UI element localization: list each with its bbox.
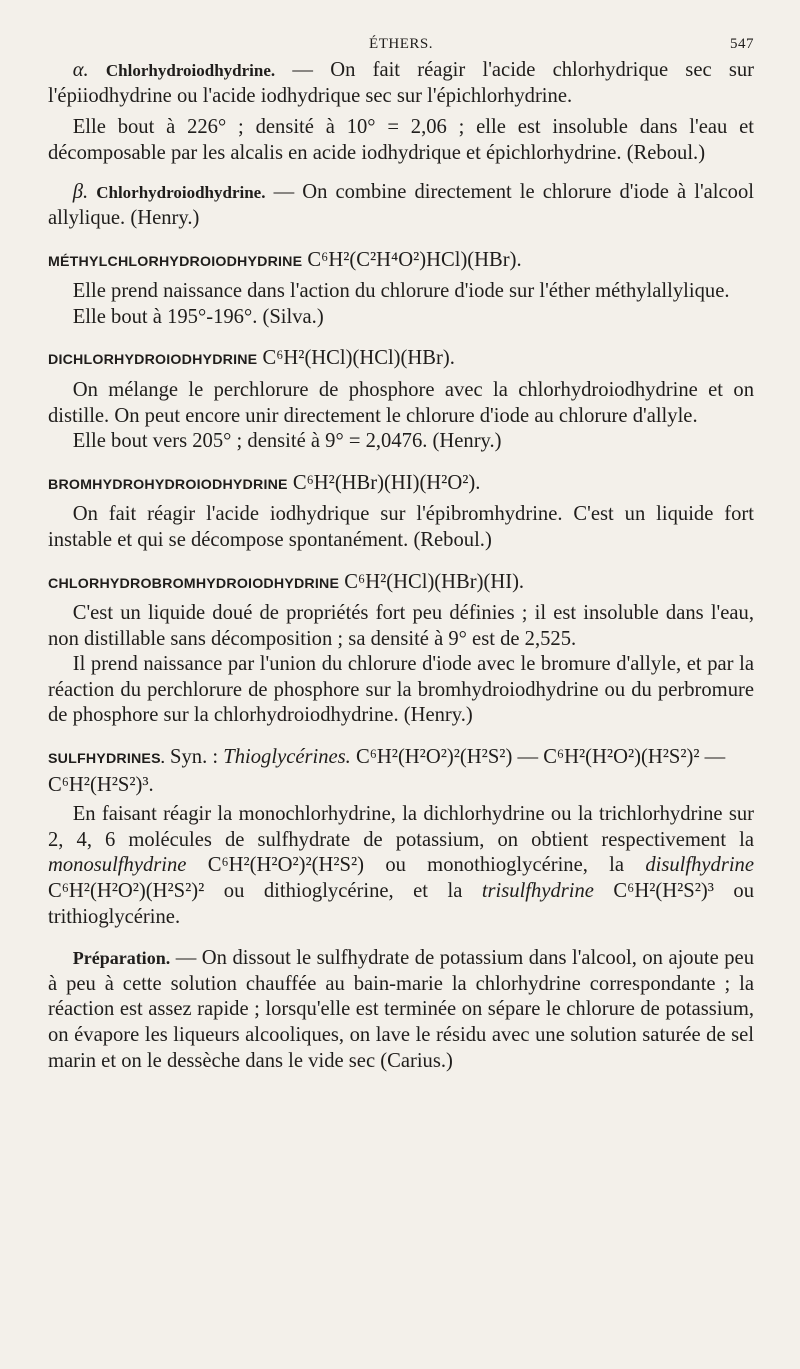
entry-bromhydro-heading [48, 471, 754, 499]
section-marker-alpha: α. [72, 59, 89, 81]
text-alpha: — On fait réagir l'acide chlorhydrique sec sur l'épiiodhydrine ou l'acide iodhydrique sec sur l'épichlorhydrine. [48, 59, 754, 107]
formula-dichlor: C⁶H²(HCl)(HCl)(HBr). [257, 347, 455, 370]
section-marker-beta: β. [72, 181, 89, 204]
paragraph-alpha [48, 58, 754, 109]
paragraph-methyl-1: Elle prend naissance dans l'action du chlorure d'iode sur l'éther méthylallylique. [72, 280, 730, 303]
text-preparation: — On dissout le sulfhydrate de potassium dans l'alcool, on ajoute peu à peu à cette solution chauffée au bain-marie la chlorhydrine correspondante ; la réaction est assez rapide ; lorsqu'elle est terminée on sépare le chlorure de potassium, on évapore les liqueurs alcooliques, on lave le résidu avec une solution saturée de sel marin et on le dessèche dans le vide sec (Carius.) [48, 947, 754, 1072]
heading-chlorbrom: CHLORHYDROBROMHYDROIODHYDRINE [48, 575, 340, 592]
paragraph-dichlor-1: On mélange le perchlorure de phosphore avec la chlorhydroiodhydrine et on distille. On peut encore unir directement le chlorure d'iode au chlorure d'allyle. [48, 378, 754, 427]
heading-sulfhydrines: SULFHYDRINES. [48, 751, 165, 768]
entry-chlorbrom-heading [48, 570, 754, 598]
paragraph-dichlor-2: Elle bout vers 205° ; densité à 9° = 2,0476. (Henry.) [72, 430, 502, 453]
heading-methyl: MÉTHYLCHLORHYDROIODHYDRINE [48, 253, 303, 270]
paragraph-bromhydro-1: On fait réagir l'acide iodhydrique sur l'épibromhydrine. C'est un liquide fort instable et qui se décompose spontanément. (Reboul.) [48, 503, 754, 551]
heading-preparation: Préparation. [72, 948, 171, 969]
text-segment: En faisant réagir la monochlorhydrine, la dichlorhydrine ou la trichlorhydrine sur 2, 4, 6 molécules de sulfhydrate de potassium, on obtient respectivement la [48, 803, 754, 851]
entry-methyl-heading [48, 248, 754, 276]
heading-bromhydro: BROMHYDROHYDROIODHYDRINE [48, 476, 288, 493]
term-monosulfhydrine: monosulfhydrine [48, 854, 187, 877]
heading-dichlor: DICHLORHYDROIODHYDRINE [48, 352, 258, 369]
formula-sulfhydrines: C⁶H²(H²O²)²(H²S²) — C⁶H²(H²O²)(H²S²)² — C⁶H²(H²S²)³. [48, 746, 726, 796]
paragraph-chlorbrom-2: Il prend naissance par l'union du chlorure d'iode avec le bromure d'allyle, et par la réaction du perchlorure de phosphore sur la bromhydroiodhydrine ou du perbromure de phosphore sur la chlorhydroiodhydrine. (Henry.) [48, 653, 754, 727]
page-number: 547 [730, 36, 754, 52]
paragraph-methyl-2: Elle bout à 195°-196°. (Silva.) [72, 305, 324, 328]
text-segment: C⁶H²(H²S²)³ ou trithioglycérine. [48, 880, 754, 928]
synonym-label: Syn. : [164, 746, 224, 769]
paragraph-chlorbrom-1: C'est un liquide doué de propriétés fort peu définies ; il est insoluble dans l'eau, non distillable sans décomposition ; sa densité à 9° est de 2,525. [48, 602, 754, 650]
formula-methyl: C⁶H²(C²H⁴O²)HCl)(HBr). [302, 248, 522, 271]
heading-beta: Chlorhydroiodhydrine. [96, 183, 266, 203]
text-segment: C⁶H²(H²O²)²(H²S²) ou monothioglycérine, la [186, 854, 646, 877]
paragraph-alpha-2: Elle bout à 226° ; densité à 10° = 2,06 ; elle est insoluble dans l'eau et décomposable par les alcalis en acide iodhydrique et épichlorhydrine. (Reboul.) [48, 116, 754, 164]
formula-chlorbrom: C⁶H²(HCl)(HBr)(HI). [339, 570, 525, 593]
formula-bromhydro: C⁶H²(HBr)(HI)(H²O²). [287, 471, 481, 494]
running-title: ÉTHERS. [369, 36, 433, 52]
paragraph-beta [48, 180, 754, 231]
paragraph-preparation [48, 946, 754, 1074]
entry-sulfhydrines-heading [48, 745, 754, 798]
running-header [48, 30, 754, 58]
term-disulfhydrine: disulfhydrine [645, 854, 754, 877]
entry-dichlor-heading [48, 346, 754, 374]
paragraph-sulfhydrines [48, 802, 754, 930]
synonym-name: Thioglycérines. [223, 746, 351, 769]
heading-alpha: Chlorhydroiodhydrine. [105, 61, 276, 80]
text-segment: C⁶H²(H²O²)(H²S²)² ou dithioglycérine, et la [48, 880, 482, 903]
text-beta: — On combine directement le chlorure d'iode à l'alcool allylique. (Henry.) [48, 181, 754, 229]
term-trisulfhydrine: trisulfhydrine [481, 880, 594, 903]
